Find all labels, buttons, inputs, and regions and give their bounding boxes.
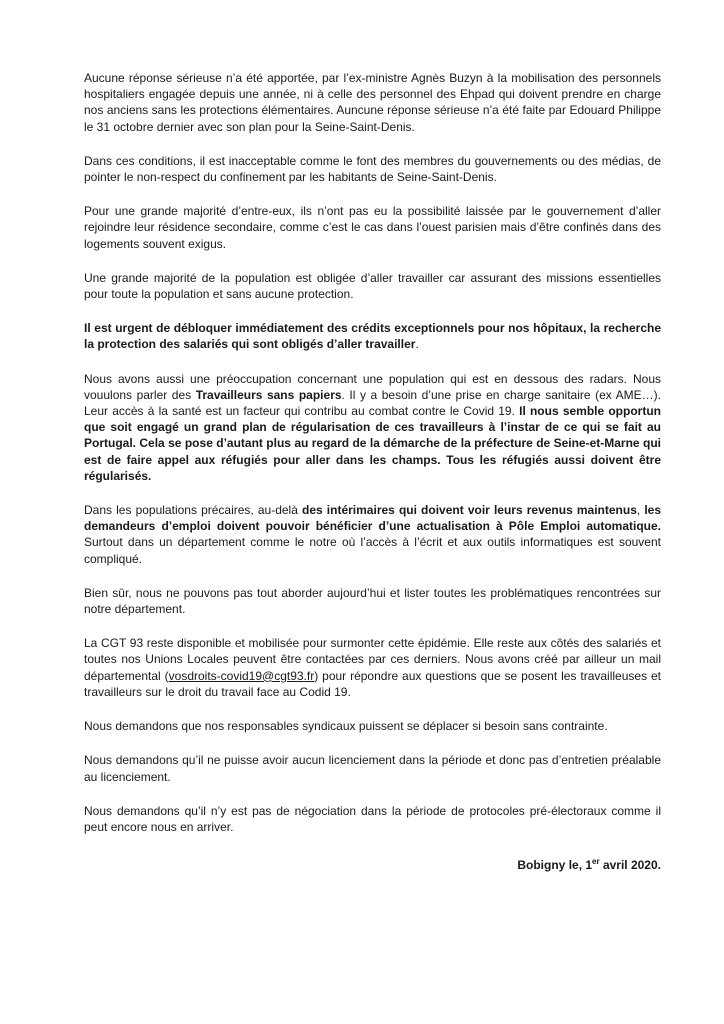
signature-date — [84, 857, 661, 873]
text-run: La CGT 93 reste disponible et mobilisée pour surmonter cette épidémie. Elle reste aux côtés des salariés et toutes nos Unions Locales peuvent être contactées par ces derniers. Nous avons créé par ailleur un mail départemental ( — [84, 636, 661, 683]
paragraph — [84, 752, 661, 784]
email-link-text[interactable]: vosdroits-covid19@cgt93.fr — [168, 668, 315, 683]
text-run: Bien sûr, nous ne pouvons pas tout aborder aujourd’hui et lister toutes les problématiques rencontrées sur notre département. — [84, 585, 661, 617]
signature-superscript: er — [592, 857, 600, 867]
paragraph — [84, 153, 661, 185]
paragraph — [84, 371, 661, 484]
bold-text-run: Il est urgent de débloquer immédiatement des crédits exceptionnels pour nos hôpitaux, la recherche la protection des salariés qui sont obligés d’aller travailler — [84, 321, 661, 352]
text-run: Nous demandons qu’il n’y est pas de négociation dans la période de protocoles pré-électoraux comme il peut encore nous en arriver. — [84, 803, 661, 834]
text-run: Nous avons aussi une préoccupation concernant une population qui est en dessous des radars. Nous vouulons parler des — [84, 371, 661, 402]
text-run: Pour une grande majorité d’entre-eux, ils n’ont pas eu la possibilité laissée par le gouvernement d’aller rejoindre leur résidence secondaire, comme c’est le cas dans l’ouest parisien mais d’être confinés dans des logements souvent exigus. — [84, 204, 661, 251]
bold-text-run: des intérimaires qui doivent voir leurs revenus maintenus — [302, 503, 637, 518]
paragraph — [84, 635, 661, 700]
paragraph — [84, 320, 661, 352]
paragraph — [84, 502, 661, 567]
bold-text-run: Travailleurs sans papiers — [195, 387, 342, 402]
paragraph — [84, 718, 661, 734]
paragraph — [84, 585, 661, 617]
text-run: Aucune réponse sérieuse n’a été apportée, par l’ex-ministre Agnès Buzyn à la mobilisation des personnels hospitaliers engagée depuis une année, ni à celle des personnel des Ehpad qui doivent prendre en charge nos anciens sans les protections élémentaires. Auncune réponse sérieuse n’a été faite par Edouard Philippe le 31 octobre dernier avec son plan pour la Seine-Saint-Denis. — [84, 71, 661, 134]
bold-text-run: Il nous semble opportun que soit engagé un grand plan de régularisation de ces travailleurs à l’instar de ce qui se fait au Portugal. Cela se pose d’autant plus au regard de la démarche de la préfecture de Seine-et-Marne qui est de faire appel aux réfugiés pour aller dans les champs. Tous les réfugiés aussi doivent être régularisés. — [84, 404, 661, 483]
text-run: Surtout dans un département comme le notre où l’accès à l’écrit et aux outils informatiques est souvent compliqué. — [84, 535, 661, 566]
signature-suffix: avril 2020. — [599, 858, 661, 873]
text-run: ) pour répondre aux questions que se posent les travailleuses et travailleurs sur le droit du travail face au Codid 19. — [84, 668, 662, 699]
paragraph — [84, 203, 661, 252]
paragraph — [84, 70, 661, 135]
signature-prefix: Bobigny le, 1 — [517, 858, 593, 873]
document-body — [84, 70, 661, 835]
text-run: Dans ces conditions, il est inacceptable comme le font des membres du gouvernements ou des médias, de pointer le non-respect du confinement par les habitants de Seine-Saint-Denis. — [84, 153, 661, 185]
text-run: . Il y a besoin d’une prise en charge sanitaire (ex AME…). Leur accès à la santé est un facteur qui contribu au combat contre le Covid 19. — [84, 387, 661, 419]
text-run: Dans les populations précaires, au-delà — [84, 503, 303, 518]
text-run: , — [636, 503, 645, 518]
paragraph — [84, 270, 661, 302]
text-run: Nous demandons que nos responsables syndicaux puissent se déplacer si besoin sans contrainte. — [84, 719, 608, 734]
bold-text-run: les demandeurs d’emploi doivent pouvoir bénéficier d’une actualisation à Pôle Emploi automatique. — [84, 503, 662, 534]
text-run: Une grande majorité de la population est obligée d’aller travailler car assurant des missions essentielles pour toute la population et sans aucune protection. — [84, 270, 661, 302]
text-run: Nous demandons qu’il ne puisse avoir aucun licenciement dans la période et donc pas d’entretien préalable au licenciement. — [84, 753, 661, 784]
paragraph — [84, 803, 661, 835]
text-run: . — [415, 337, 419, 352]
